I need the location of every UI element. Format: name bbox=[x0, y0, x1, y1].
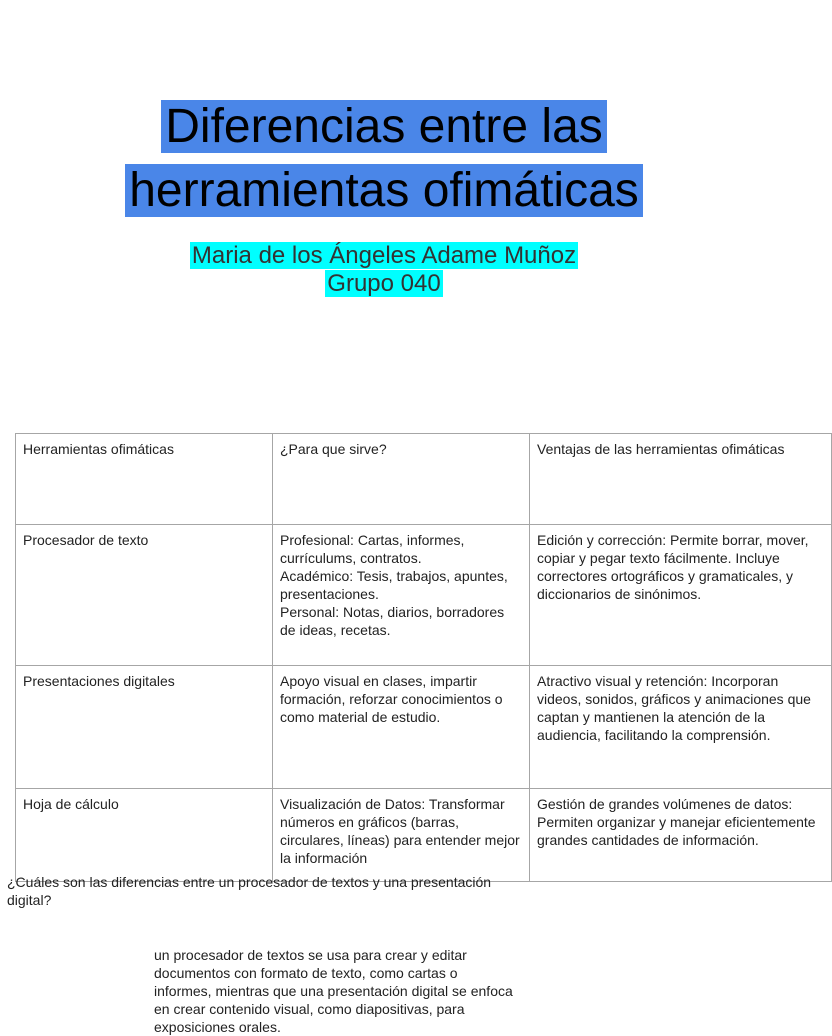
header-cell: Ventajas de las herramientas ofimáticas bbox=[530, 434, 832, 525]
page-title bbox=[0, 95, 768, 223]
header-cell: Herramientas ofimáticas bbox=[16, 434, 273, 525]
author-name: Maria de los Ángeles Adame Muñoz bbox=[191, 242, 577, 269]
table-row bbox=[16, 525, 832, 666]
table-cell: Hoja de cálculo bbox=[16, 789, 273, 882]
table-row bbox=[16, 789, 832, 882]
table-cell: Apoyo visual en clases, impartir formación, reforzar conocimientos o como material de estudio. bbox=[273, 666, 530, 789]
header-cell: ¿Para que sirve? bbox=[273, 434, 530, 525]
table-header-row bbox=[16, 434, 832, 525]
table-cell: Procesador de texto bbox=[16, 525, 273, 666]
answer-text: un procesador de textos se usa para crear y editar documentos con formato de texto, como cartas o informes, mientras que una presentación digital se enfoca en crear contenido visual, como diapositivas, para exposiciones orales. bbox=[154, 947, 513, 1035]
table-row bbox=[16, 666, 832, 789]
group-label: Grupo 040 bbox=[327, 270, 441, 297]
table-cell: Visualización de Datos: Transformar números en gráficos (barras, circulares, líneas) para entender mejor la información bbox=[273, 789, 530, 882]
table-cell: Profesional: Cartas, informes, currículums, contratos. Académico: Tesis, trabajos, apuntes, presentaciones. Personal: Notas, diarios, borradores de ideas, recetas. bbox=[273, 525, 530, 666]
title-line-2: herramientas ofimáticas bbox=[125, 164, 643, 217]
table-cell: Edición y corrección: Permite borrar, mover, copiar y pegar texto fácilmente. Incluye correctores ortográficos y gramaticales, y diccionarios de sinónimos. bbox=[530, 525, 832, 666]
title-line-1: Diferencias entre las bbox=[161, 100, 607, 153]
comparison-table bbox=[15, 433, 832, 882]
subtitle bbox=[0, 242, 768, 298]
table-cell: Presentaciones digitales bbox=[16, 666, 273, 789]
question-text: ¿Cuáles son las diferencias entre un procesador de textos y una presentación digital? bbox=[7, 874, 492, 908]
table-cell: Gestión de grandes volúmenes de datos: Permiten organizar y manejar eficientemente grandes cantidades de información. bbox=[530, 789, 832, 882]
table-cell: Atractivo visual y retención: Incorporan videos, sonidos, gráficos y animaciones que captan y mantienen la atención de la audiencia, facilitando la comprensión. bbox=[530, 666, 832, 789]
